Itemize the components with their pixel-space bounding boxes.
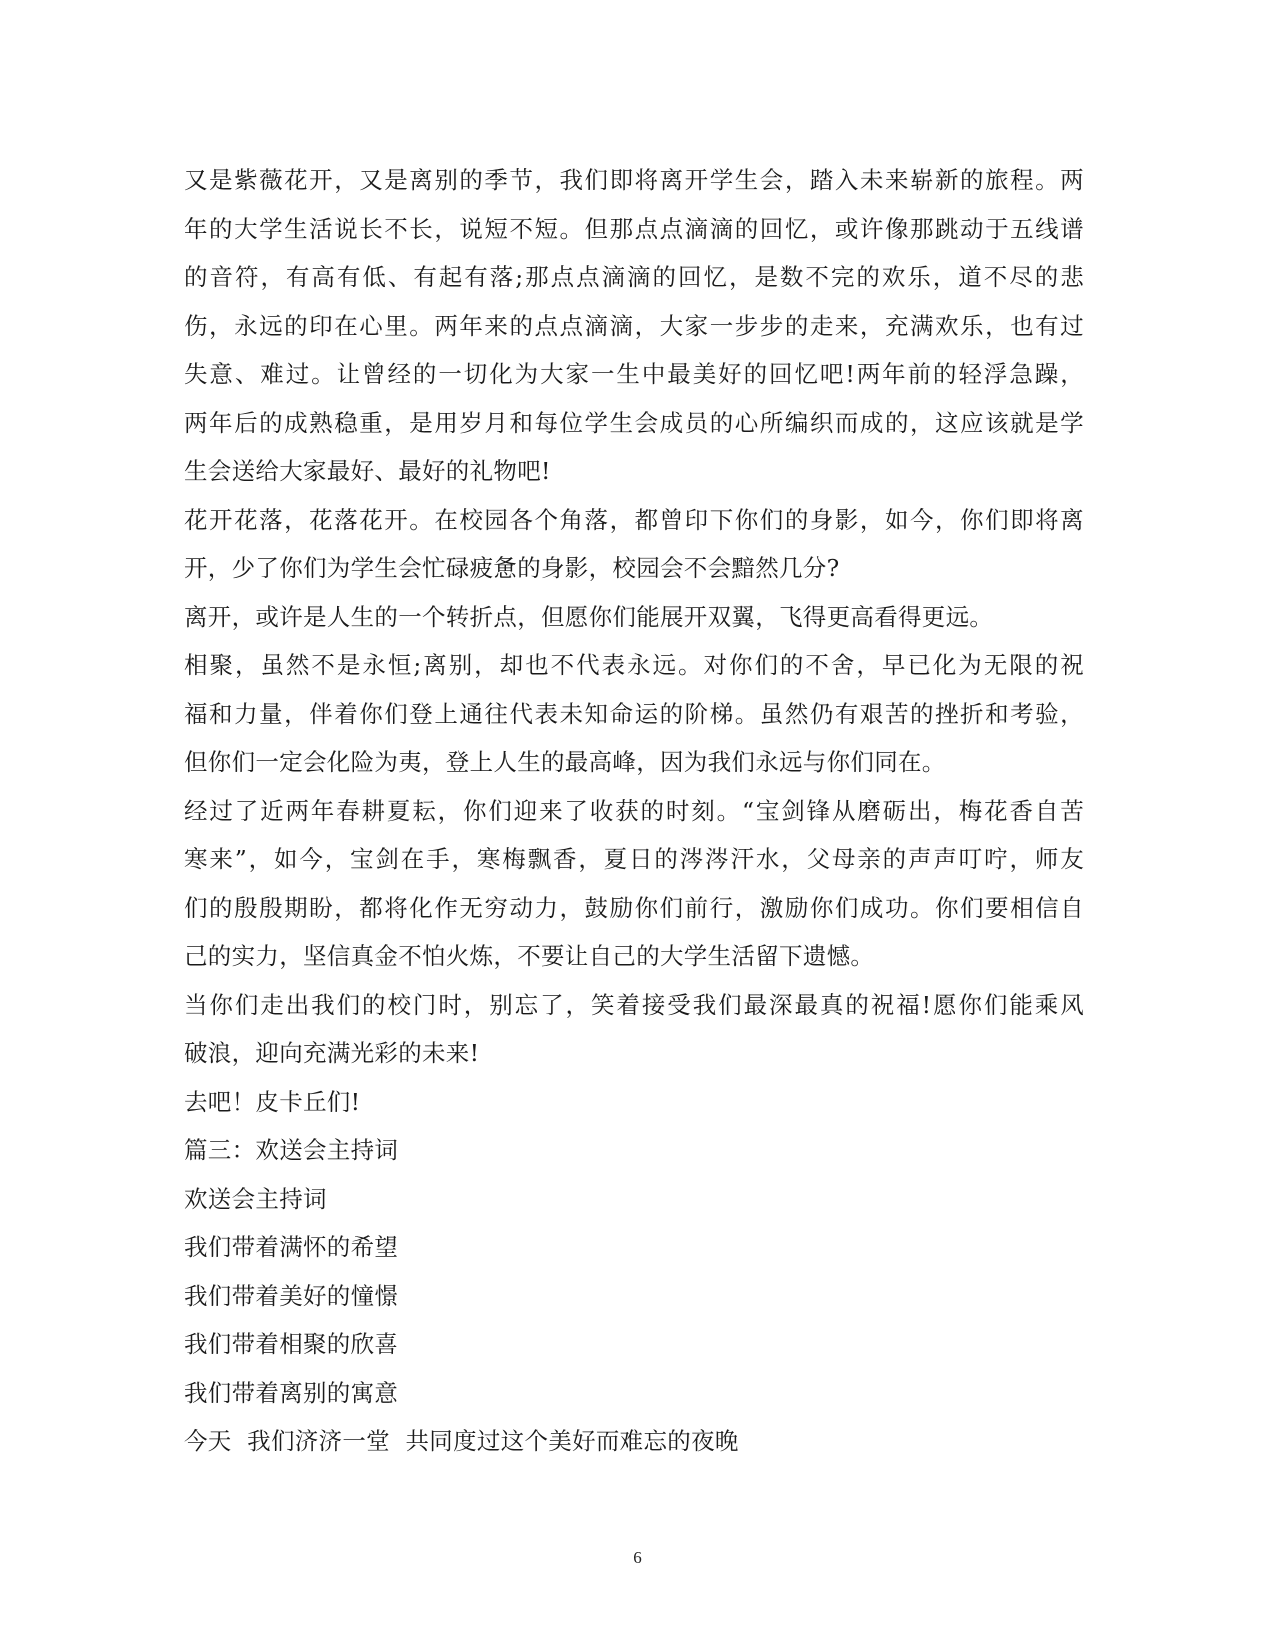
text-line: 失意、难过。让曾经的一切化为大家一生中最美好的回忆吧!两年前的轻浮急躁， — [184, 360, 1084, 388]
page-number: 6 — [633, 1548, 642, 1567]
text-line: 相聚，虽然不是永恒;离别，却也不代表永远。对你们的不舍，早已化为无限的祝 — [184, 651, 1084, 679]
section-title: 欢送会主持词 — [184, 1184, 327, 1213]
document-body — [184, 156, 1084, 1466]
text-line: 伤，永远的印在心里。两年来的点点滴滴，大家一步步的走来，充满欢乐，也有过 — [184, 311, 1084, 340]
text-line: 我们带着美好的憧憬 — [184, 1281, 399, 1310]
text-line: 年的大学生活说长不长，说短不短。但那点点滴滴的回忆，或许像那跳动于五线谱 — [184, 214, 1084, 243]
text-line: 今天 我们济济一堂 共同度过这个美好而难忘的夜晚 — [184, 1427, 739, 1455]
text-line: 我们带着离别的寓意 — [184, 1378, 399, 1407]
text-line: 福和力量，伴着你们登上通往代表未知命运的阶梯。虽然仍有艰苦的挫折和考验， — [184, 699, 1084, 728]
text-line: 生会送给大家最好、最好的礼物吧! — [184, 457, 551, 485]
text-line: 寒来”，如今，宝剑在手，寒梅飘香，夏日的涔涔汗水，父母亲的声声叮咛，师友 — [184, 845, 1084, 873]
text-line: 己的实力，坚信真金不怕火炼，不要让自己的大学生活留下遗憾。 — [184, 942, 875, 970]
text-line: 们的殷殷期盼，都将化作无穷动力，鼓励你们前行，激励你们成功。你们要相信自 — [184, 893, 1084, 922]
text-line: 花开花落，花落花开。在校园各个角落，都曾印下你们的身影，如今，你们即将离 — [184, 505, 1084, 534]
text-line: 开，少了你们为学生会忙碌疲惫的身影，校园会不会黯然几分? — [184, 554, 840, 582]
text-line: 又是紫薇花开，又是离别的季节，我们即将离开学生会，踏入未来崭新的旅程。两 — [184, 166, 1084, 194]
text-line: 当你们走出我们的校门时，别忘了，笑着接受我们最深最真的祝福!愿你们能乘风 — [184, 990, 1084, 1019]
text-line: 的音符，有高有低、有起有落;那点点滴滴的回忆，是数不完的欢乐，道不尽的悲 — [184, 263, 1084, 291]
text-line: 两年后的成熟稳重，是用岁月和每位学生会成员的心所编织而成的，这应该就是学 — [184, 408, 1084, 437]
text-line: 经过了近两年春耕夏耘，你们迎来了收获的时刻。“宝剑锋从磨砺出，梅花香自苦 — [184, 796, 1084, 825]
text-line: 破浪，迎向充满光彩的未来! — [184, 1039, 480, 1067]
text-line: 但你们一定会化险为夷，登上人生的最高峰，因为我们永远与你们同在。 — [184, 748, 946, 776]
text-line: 去吧！皮卡丘们! — [184, 1087, 361, 1116]
text-line: 我们带着相聚的欣喜 — [184, 1330, 399, 1358]
section-heading: 篇三：欢送会主持词 — [184, 1136, 399, 1164]
text-line: 我们带着满怀的希望 — [184, 1233, 399, 1261]
text-line: 离开，或许是人生的一个转折点，但愿你们能展开双翼，飞得更高看得更远。 — [184, 602, 994, 631]
